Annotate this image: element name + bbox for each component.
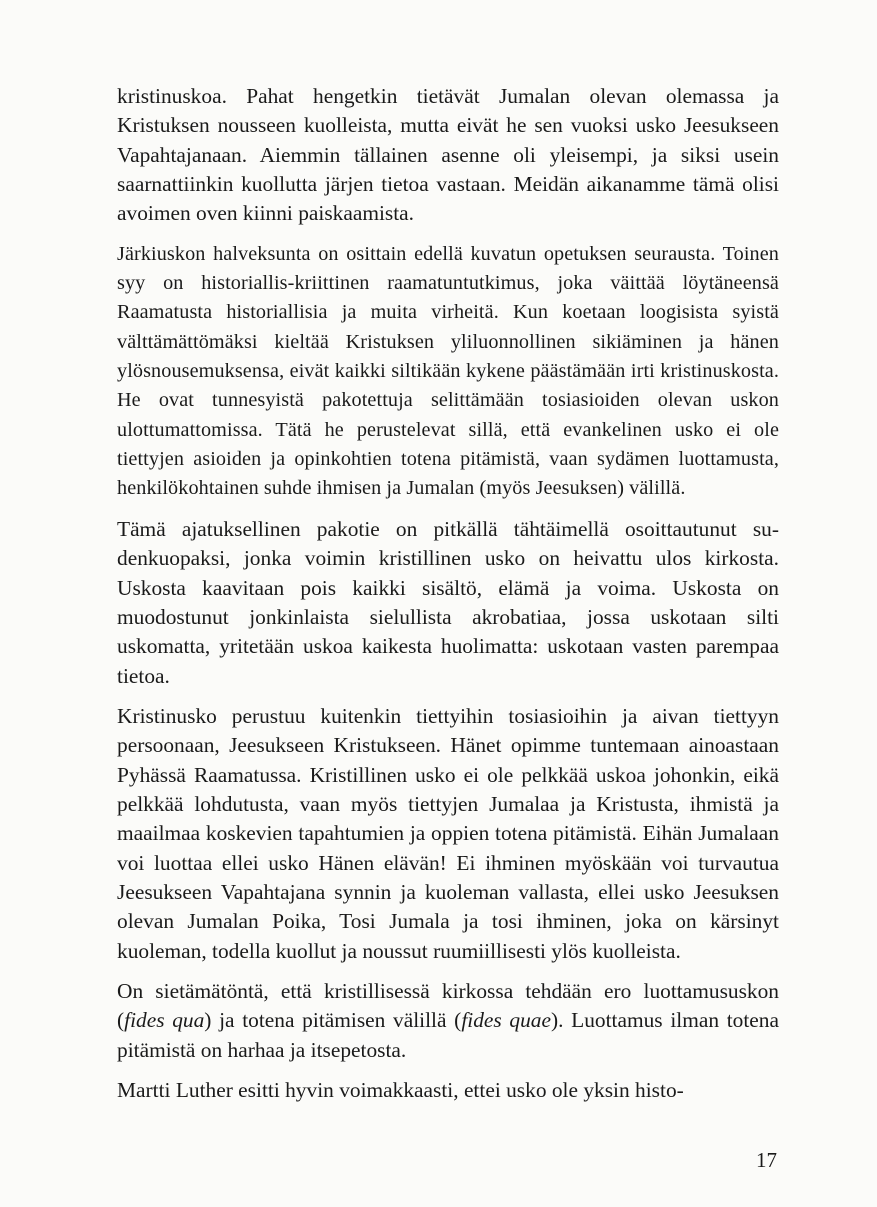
- fides-text-between: ) ja totena pitämisen välillä (: [204, 1008, 462, 1033]
- fides-qua-term: fides qua: [124, 1008, 205, 1033]
- paragraph-5-fides: [117, 977, 779, 1065]
- fides-text-after: ). Luottamus ilman totena pitämistä on harhaa ja itsepetosta.: [117, 1008, 779, 1062]
- paragraph-2: Järkiuskon halveksunta on osittain edellä kuvatun opetuksen seurausta. Toinen syy on historiallis-kriittinen raamatuntutkimus, joka väittää löytäneensä Raamatusta historiallisia ja muita virheitä. Kun koetaan loogisista syistä välttämättömäksi kieltää Kristuksen yliluonnollinen sikiäminen ja hänen ylösnousemuksensa, eivät kaikki siltikään kykene päästämään irti kristinuskosta. He ovat tunnesyistä pakotettuja selittämään tosiasioiden olevan uskon ulottumattomissa. Tätä he perustelevat sillä, että evankelinen usko ei ole tiettyjen asioiden ja opinkohtien totena pitämistä, vaan sydämen luottamusta, henkilökohtainen suhde ihmisen ja Jumalan (myös Jeesuksen) välillä.: [117, 242, 779, 500]
- paragraph-4: Kristinusko perustuu kuitenkin tiettyihin tosiasioihin ja aivan tiettyyn persoonaan, Jeesukseen Kristukseen. Hänet opimme tuntemaan ainoastaan Pyhässä Raamatussa. Kristillinen usko ei ole pelkkää uskoa johonkin, eikä pelkkää lohdutusta, vaan myös tiettyjen Jumalaa ja Kristusta, ihmistä ja maailmaa koskevien tapahtumien ja oppien totena pitämistä. Eihän Jumalaan voi luottaa ellei usko Hänen elävän! Ei ihminen myöskään voi turvautua Jeesukseen Vapahtajana synnin ja kuoleman vallasta, ellei usko Jeesuksen olevan Jumalan Poika, Tosi Jumala ja tosi ihminen, joka on kärsinyt kuoleman, todella kuollut ja noussut ruumiillisesti ylös kuolleista.: [117, 703, 779, 963]
- paragraph-3: Tämä ajatuksellinen pakotie on pitkällä tähtäimellä osoittautunut sudenkuopaksi, jonka voimin kristillinen usko on heivattu ulos kirkosta. Uskosta kaavitaan pois kaikki sisältö, elämä ja voima. Uskosta on muodostunut jonkinlaista sielullista akrobatiaa, jossa uskotaan silti uskomatta, yritetään uskoa kaikesta huolimatta: uskotaan vasten parempaa tietoa.: [117, 516, 779, 688]
- paragraph-1: kristinuskoa. Pahat hengetkin tietävät Jumalan olevan olemassa ja Kristuksen nousseen kuolleista, mutta eivät he sen vuoksi usko Jeesukseen Vapahtajanaan. Aiemmin tällainen asenne oli yleisempi, ja siksi usein saarnattiinkin kuollutta järjen tietoa vastaan. Meidän aikanamme tämä olisi avoimen oven kiinni paiskaamista.: [117, 84, 779, 226]
- paragraph-6: Martti Luther esitti hyvin voimakkaasti, ettei usko ole yksin histo-: [117, 1078, 684, 1102]
- page-number: 17: [756, 1148, 777, 1172]
- body-text: [117, 82, 779, 1105]
- fides-text-before: On sietämätöntä, että kristillisessä kirkossa tehdään ero luottamususkon (: [117, 978, 779, 1033]
- fides-quae-term: fides quae: [461, 1008, 551, 1033]
